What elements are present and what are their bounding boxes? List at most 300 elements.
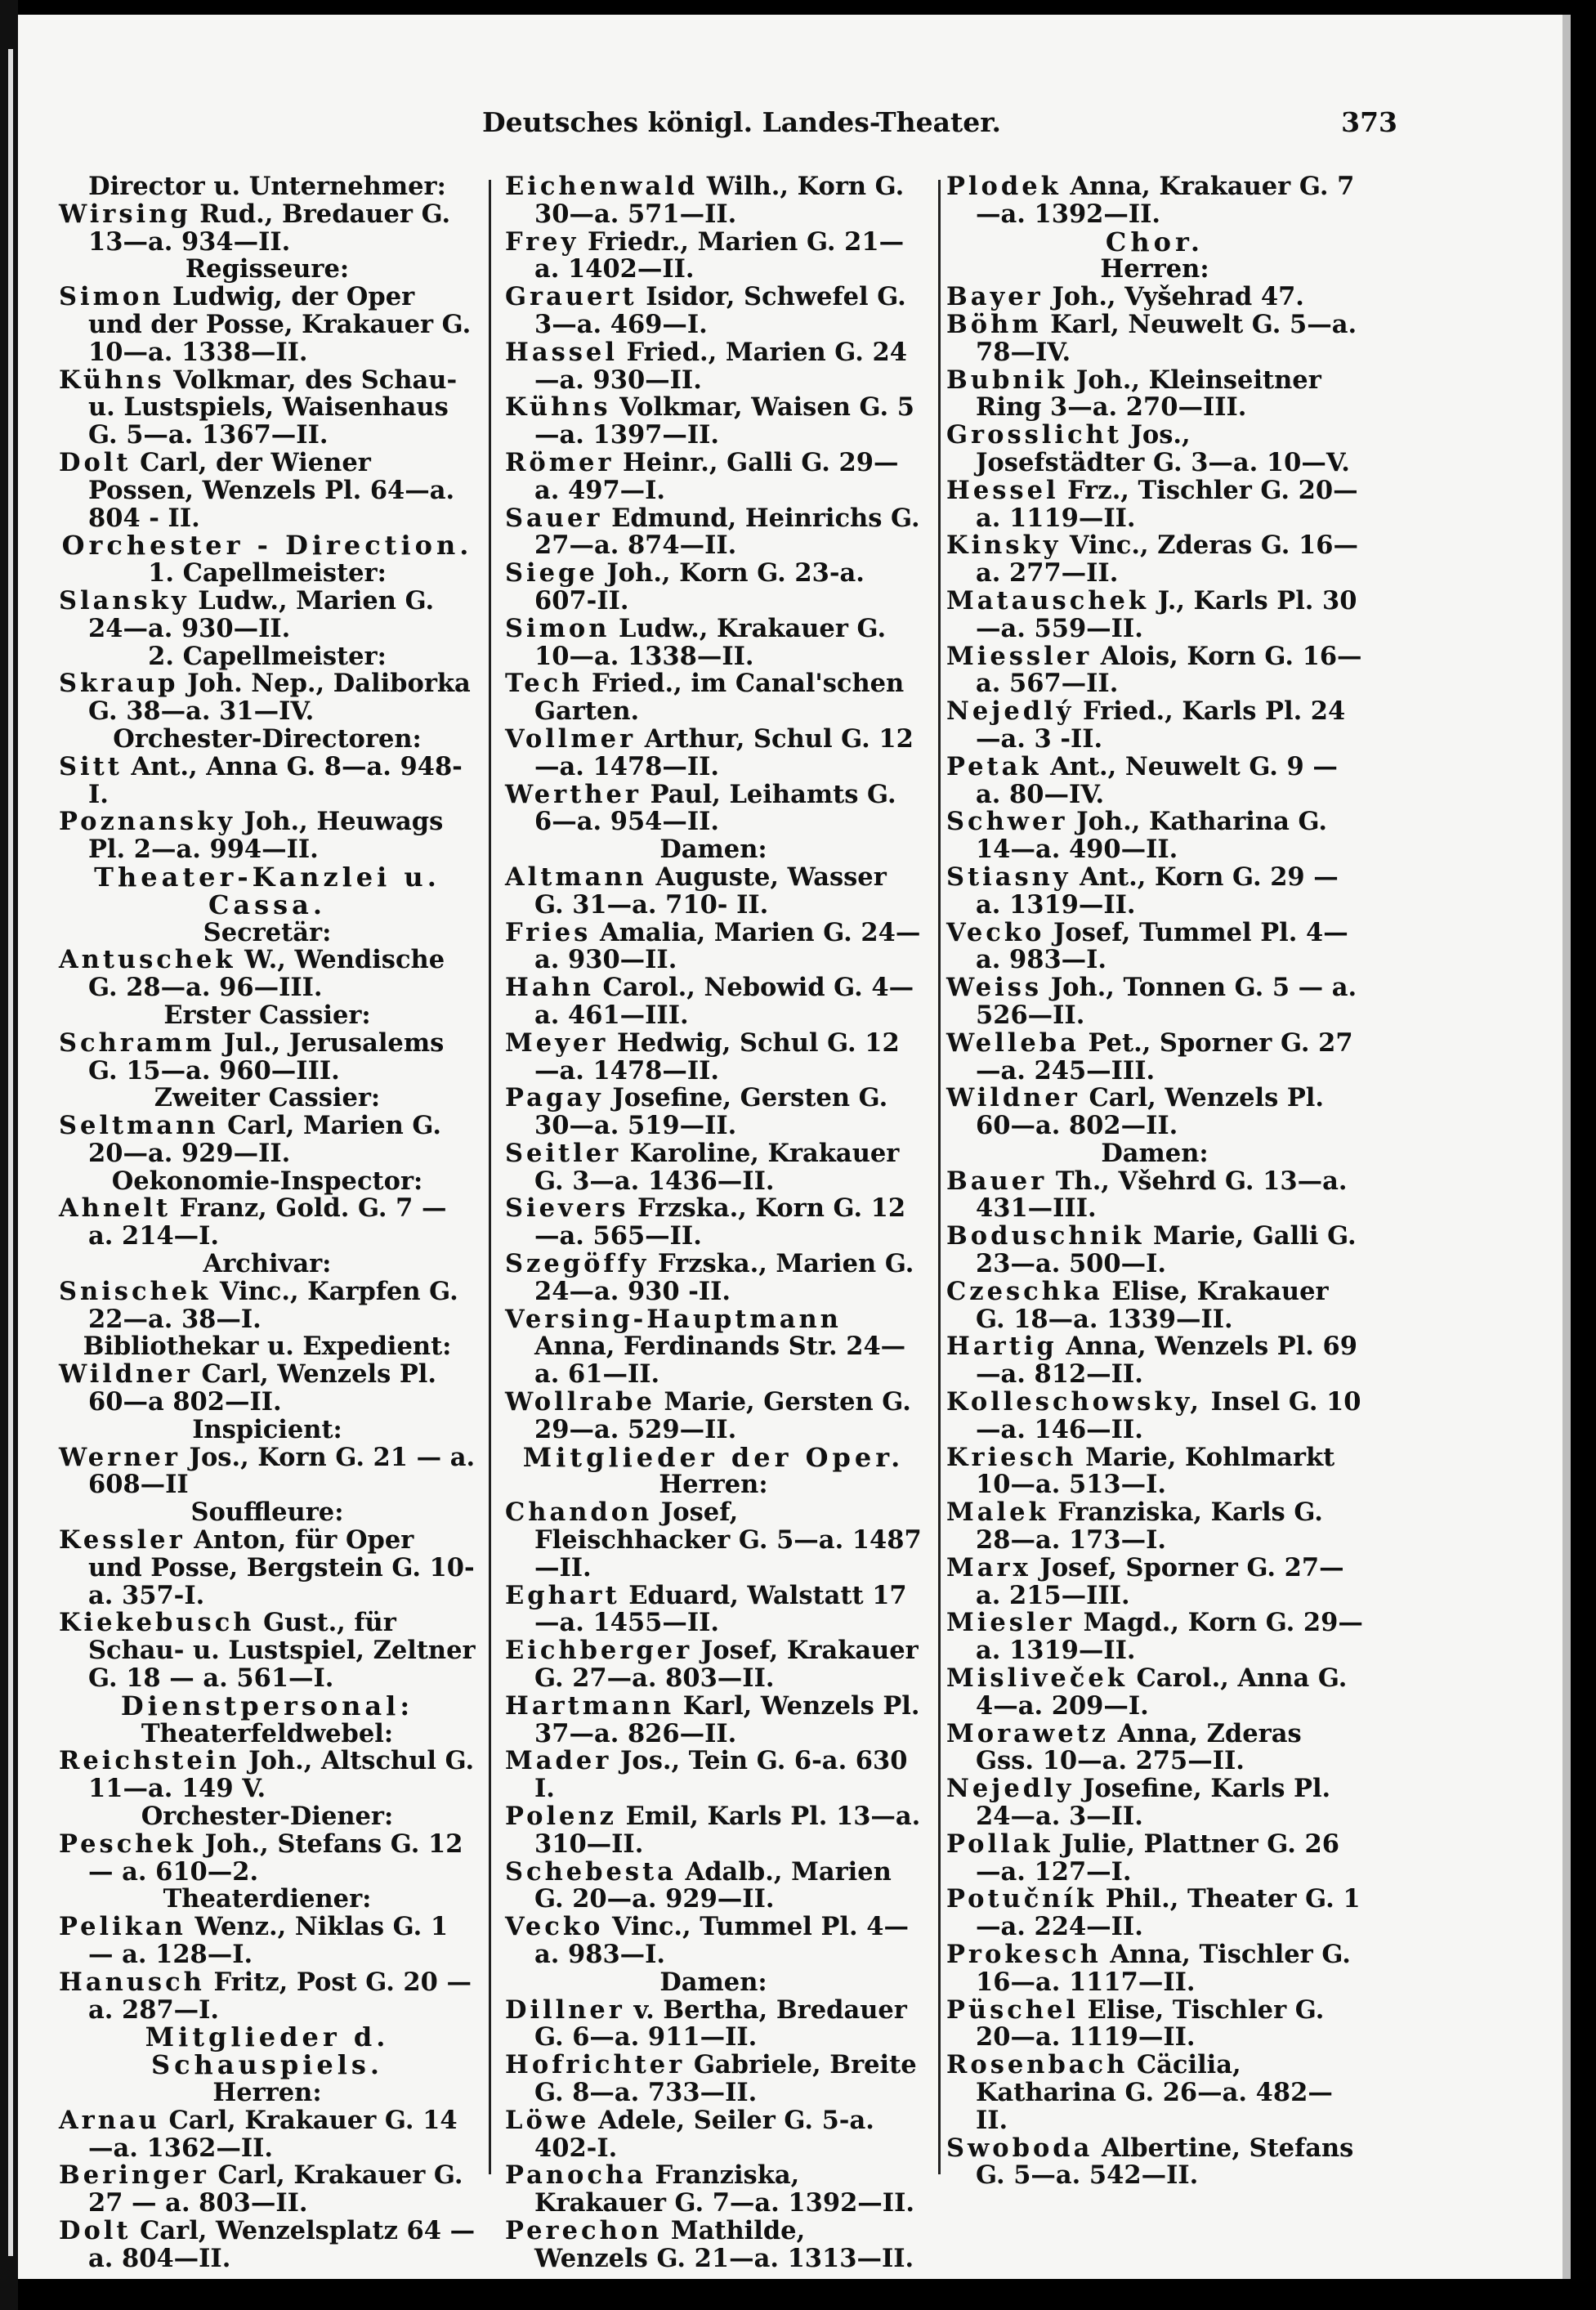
entry-name: Grosslicht	[946, 420, 1122, 450]
entry-name: Sievers	[505, 1193, 629, 1224]
directory-entry	[59, 1112, 476, 1168]
directory-entry	[505, 1994, 922, 2053]
directory-entry	[59, 1609, 476, 1692]
entry-details: Cäcilia, Katharina G. 26—a. 482—II.	[976, 2050, 1333, 2135]
entry-details: Edmund, Heinrichs G. 27—a. 874—II.	[534, 503, 920, 561]
entry-details: Friedr., Marien G. 21—a. 1402—II.	[534, 226, 905, 284]
entry-name: Seltmann	[59, 1111, 219, 1141]
entry-details: Josefine, Gersten G. 30—a. 519—II.	[534, 1083, 888, 1141]
entry-details: Isidor, Schwefel G. 3—a. 469—I.	[534, 282, 906, 339]
entry-details: v. Bertha, Bredauer G. 6—a. 911—II.	[534, 1994, 907, 2053]
entry-name: Nejedlý	[946, 696, 1075, 727]
entry-name: Frey	[505, 226, 579, 257]
directory-entry	[946, 1499, 1363, 1555]
entry-details: Joh., Katharina G. 14—a. 490—II.	[976, 807, 1328, 865]
entry-details: Karl, Wenzels Pl. 37—a. 826—II.	[534, 1690, 920, 1748]
entry-name: Misliveček	[946, 1663, 1128, 1694]
directory-entry	[505, 1803, 922, 1859]
entry-name: Bayer	[946, 282, 1044, 312]
entry-name: Pollak	[946, 1829, 1053, 1859]
entry-details: Fritz, Post G. 20 — a. 287—I.	[88, 1967, 472, 2025]
role-heading: Orchester-Diener:	[141, 1802, 394, 1832]
entry-details: Anna, Krakauer G. 7—a. 1392—II.	[976, 172, 1355, 229]
entry-name: Hahn	[505, 973, 594, 1003]
directory-entry	[59, 585, 476, 643]
directory-entry	[505, 917, 922, 975]
entry-name: Römer	[505, 447, 615, 477]
role-heading: Oekonomie-Inspector:	[111, 1166, 423, 1196]
role-heading: Orchester-Directoren:	[113, 723, 422, 754]
entry-name: Bubnik	[946, 365, 1068, 395]
role-heading: Erster Cassier:	[163, 1000, 371, 1030]
entry-name: Siege	[505, 558, 598, 589]
entry-name: Wildner	[59, 1359, 193, 1390]
directory-entry	[946, 1941, 1363, 1997]
column-2	[505, 172, 922, 2273]
directory-entry	[946, 585, 1363, 643]
entry-details: Josef, Sporner G. 27—a. 215—III.	[976, 1552, 1344, 1610]
entry-details: Rud., Bredauer G. 13—a. 934—II.	[88, 199, 451, 257]
directory-entry	[505, 613, 922, 671]
directory-entry	[505, 723, 922, 781]
entry-details: Magd., Korn G. 29—a. 1319—II.	[976, 1608, 1363, 1666]
entry-details: Ludwig, der Oper und der Posse, Krakauer G. 10—a. 1338—II.	[88, 282, 472, 367]
entry-details: Carol., Anna G. 4—a. 209—I.	[976, 1663, 1348, 1721]
role-heading: Inspicient:	[192, 1414, 342, 1444]
directory-entry	[946, 1831, 1363, 1887]
entry-name: Tech	[505, 669, 583, 699]
entry-name: Fries	[505, 917, 592, 947]
entry-name: Swoboda	[946, 2133, 1093, 2163]
directory-entry	[59, 1444, 476, 1500]
entry-name: Kessler	[59, 1525, 186, 1556]
entry-name: Peschek	[59, 1829, 196, 1859]
entry-details: Franziska, Karls G. 28—a. 173—I.	[976, 1497, 1323, 1556]
directory-entry	[946, 311, 1363, 367]
directory-entry	[505, 1389, 922, 1444]
entry-name: Wirsing	[59, 199, 191, 229]
role-heading: Theaterfeldwebel:	[141, 1718, 394, 1748]
directory-entry	[59, 1969, 476, 2025]
directory-entry	[59, 1278, 476, 1334]
entry-name: Ahnelt	[59, 1193, 172, 1224]
entry-name: Rosenbach	[946, 2050, 1129, 2080]
entry-name: Werner	[59, 1442, 181, 1472]
entry-details: Julie, Plattner G. 26—a. 127—I.	[976, 1829, 1339, 1887]
entry-details: Alois, Korn G. 16—a. 567—II.	[976, 641, 1362, 699]
directory-entry	[946, 917, 1363, 975]
entry-details: Carl, Wenzelsplatz 64 — a. 804—II.	[88, 2215, 476, 2273]
entry-name: Nejedly	[946, 1774, 1075, 1804]
directory-entry	[946, 1389, 1363, 1444]
entry-name: Antuschek	[59, 945, 236, 975]
entry-name: Schramm	[59, 1027, 216, 1058]
directory-entry	[946, 1223, 1363, 1278]
entry-details: Amalia, Marien G. 24—a. 930—II.	[534, 917, 921, 975]
entry-details: Phil., Theater G. 1—a. 224—II.	[976, 1884, 1361, 1942]
entry-details: Frzska., Marien G. 24—a. 930 -II.	[534, 1249, 914, 1306]
directory-entry	[946, 477, 1363, 533]
entry-name: Hanusch	[59, 1967, 205, 1997]
role-heading: Regisseure:	[185, 254, 350, 284]
entry-details: Josef, Krakauer G. 27—a. 803—II.	[534, 1636, 919, 1694]
entry-details: Paul, Leihamts G. 6—a. 954—II.	[534, 779, 896, 837]
entry-details: Frzska., Korn G. 12—a. 565—II.	[534, 1193, 906, 1251]
directory-entry	[59, 670, 476, 726]
directory-entry	[59, 808, 476, 864]
entry-name: Sitt	[59, 751, 123, 781]
entry-name: Mader	[505, 1746, 612, 1776]
directory-entry	[505, 1085, 922, 1140]
entry-details: Joh., Vyšehrad 47.	[1043, 282, 1304, 312]
entry-name: Meyer	[505, 1027, 609, 1058]
directory-entry	[505, 1690, 922, 1748]
directory-entry	[505, 1195, 922, 1251]
entry-details: Vinc., Karpfen G. 22—a. 38—I.	[88, 1276, 458, 1334]
entry-name: Kinsky	[946, 530, 1062, 561]
entry-name: Kühns	[59, 365, 165, 395]
directory-entry	[505, 2052, 922, 2107]
role-heading: Herren:	[1100, 254, 1209, 284]
entry-details: Karl, Neuwelt G. 5—a. 78—IV.	[976, 309, 1357, 367]
directory-entry	[946, 1333, 1363, 1389]
directory-entry	[59, 1831, 476, 1887]
directory-entry	[946, 1168, 1363, 1224]
entry-details: Marie, Kohlmarkt 10—a. 513—I.	[976, 1442, 1335, 1500]
entry-name: Bauer	[946, 1166, 1048, 1196]
entry-details: Karoline, Krakauer G. 3—a. 1436—II.	[534, 1138, 900, 1196]
column-3	[946, 173, 1363, 2233]
scan-gutter	[0, 0, 18, 2310]
directory-entry	[505, 2215, 922, 2273]
role-heading: Herren:	[659, 1470, 768, 1500]
entry-name: Eichberger	[505, 1636, 693, 1666]
directory-entry	[505, 505, 922, 561]
directory-entry	[505, 1914, 922, 1969]
entry-details: Auguste, Wasser G. 31—a. 710- II.	[534, 862, 887, 920]
directory-entry	[946, 284, 1363, 311]
entry-details: Anna, Wenzels Pl. 69—a. 812—II.	[976, 1332, 1357, 1390]
entry-details: Ant., Korn G. 29 — a. 1319—II.	[976, 862, 1339, 920]
directory-entry	[59, 1195, 476, 1251]
entry-name: Werther	[505, 779, 642, 809]
entry-details: Carl, Krakauer G. 14—a. 1362—II.	[88, 2105, 458, 2163]
entry-details: Joh., Korn G. 23-a. 607-II.	[534, 558, 865, 616]
directory-entry	[59, 1361, 476, 1417]
directory-entry	[946, 1609, 1363, 1665]
entry-details: Josef, Tummel Pl. 4—a. 983—I.	[976, 917, 1348, 975]
entry-details: W., Wendische G. 28—a. 96—III.	[88, 945, 445, 1003]
directory-entry	[946, 751, 1363, 809]
entry-details: Jul., Jerusalems G. 15—a. 960—III.	[88, 1027, 445, 1086]
directory-entry	[59, 751, 476, 809]
role-heading: Bibliothekar u. Expedient:	[83, 1332, 452, 1362]
entry-name: Kriesch	[946, 1442, 1077, 1472]
entry-name: Marx	[946, 1552, 1031, 1583]
section-heading: Mitglieder der Oper.	[522, 1441, 905, 1473]
directory-entry	[946, 864, 1363, 920]
entry-details: Fried., Karls Pl. 24—a. 3 -II.	[976, 696, 1346, 754]
entry-details: Wenz., Niklas G. 1 — a. 128—I.	[88, 1912, 449, 1969]
entry-name: Püschel	[946, 1994, 1080, 2025]
entry-name: Dolt	[59, 2215, 132, 2245]
entry-name: Weiss	[946, 973, 1043, 1003]
section-heading: Dienstpersonal:	[120, 1690, 414, 1721]
entry-details: Franziska, Krakauer G. 7—a. 1392—II.	[534, 2160, 914, 2218]
entry-name: Dolt	[59, 447, 132, 477]
entry-name: Schwer	[946, 807, 1068, 837]
entry-details: Vinc., Tummel Pl. 4—a. 983—I.	[534, 1912, 909, 1969]
directory-entry	[946, 698, 1363, 754]
directory-entry	[505, 1306, 922, 1389]
role-heading: Zweiter Cassier:	[154, 1083, 381, 1113]
directory-entry	[505, 339, 922, 395]
role-heading: Herren:	[212, 2077, 322, 2107]
entry-name: Hartmann	[505, 1690, 675, 1721]
entry-details: Marie, Galli G. 23—a. 500—I.	[976, 1221, 1357, 1279]
entry-name: Matauschek	[946, 585, 1150, 616]
entry-details: Th., Všehrd G. 13—a. 431—III.	[976, 1166, 1348, 1224]
directory-entry	[946, 532, 1363, 588]
directory-entry	[505, 1637, 922, 1693]
directory-entry	[505, 1140, 922, 1196]
page-header	[482, 106, 1397, 147]
entry-details: Carl, Wenzels Pl. 60—a. 802—II.	[976, 1083, 1325, 1141]
directory-entry	[946, 1994, 1363, 2053]
entry-details: Volkmar, Waisen G. 5—a. 1397—II.	[534, 392, 914, 450]
column-rule-2	[938, 180, 941, 2174]
directory-entry	[505, 974, 922, 1030]
directory-entry	[946, 422, 1363, 477]
role-heading: Secretär:	[203, 917, 332, 947]
directory-entry	[59, 2162, 476, 2218]
entry-name: Kühns	[505, 392, 611, 423]
entry-details: Adele, Seiler G. 5-a. 402-I.	[534, 2105, 874, 2163]
directory-entry	[59, 201, 476, 257]
entry-details: Joh., Altschul G. 11—a. 149 V.	[88, 1746, 475, 1804]
entry-details: Elise, Tischler G. 20—a. 1119—II.	[976, 1994, 1325, 2053]
directory-entry	[59, 447, 476, 533]
directory-entry	[505, 173, 922, 229]
entry-details: Jos., Tein G. 6-a. 630 I.	[534, 1746, 908, 1804]
entry-name: Petak	[946, 751, 1042, 781]
entry-name: Simon	[505, 613, 610, 643]
entry-details: Albertine, Stefans G. 5—a. 542—II.	[976, 2133, 1354, 2191]
entry-name: Polenz	[505, 1802, 617, 1832]
entry-details: Joh., Kleinseitner Ring 3—a. 270—III.	[976, 365, 1321, 423]
section-heading: Theater-Kanzlei u. Cassa.	[94, 861, 440, 920]
directory-entry	[505, 1748, 922, 1803]
directory-entry	[59, 2215, 476, 2273]
directory-entry	[59, 1748, 476, 1803]
directory-entry	[946, 1085, 1363, 1140]
directory-entry	[946, 643, 1363, 699]
role-heading: Archivar:	[203, 1249, 332, 1279]
entry-name: Malek	[946, 1497, 1049, 1528]
entry-name: Vecko	[505, 1912, 604, 1942]
entry-name: Potučník	[946, 1884, 1098, 1914]
directory-entry	[505, 226, 922, 284]
entry-name: Schebesta	[505, 1856, 677, 1887]
entry-details: Ant., Neuwelt G. 9 — a. 80—IV.	[976, 751, 1338, 809]
entry-name: Chandon	[505, 1497, 653, 1528]
entry-name: Böhm	[946, 309, 1042, 339]
entry-name: Welleba	[946, 1027, 1080, 1058]
entry-details: Hedwig, Schul G. 12—a. 1478—II.	[534, 1027, 900, 1086]
entry-details: Eduard, Walstatt 17—a. 1455—II.	[534, 1580, 907, 1638]
directory-entry	[505, 394, 922, 450]
entry-name: Arnau	[59, 2105, 160, 2135]
directory-entry	[946, 2052, 1363, 2134]
directory-entry	[59, 367, 476, 450]
directory-entry	[946, 1027, 1363, 1086]
directory-entry	[505, 1499, 922, 1582]
directory-entry	[505, 2162, 922, 2218]
entry-name: Hartig	[946, 1332, 1057, 1362]
entry-name: Pagay	[505, 1083, 604, 1113]
directory-entry	[505, 864, 922, 920]
entry-name: Eghart	[505, 1580, 620, 1610]
entry-name: Grauert	[505, 282, 637, 312]
directory-entry	[59, 947, 476, 1002]
entry-name: Prokesch	[946, 1940, 1102, 1969]
directory-entry	[505, 2107, 922, 2163]
directory-entry	[946, 173, 1363, 229]
directory-entry	[505, 447, 922, 505]
entry-details: Franz, Gold. G. 7 — a. 214—I.	[88, 1193, 447, 1251]
entry-name: Wollrabe	[505, 1387, 655, 1417]
entry-name: Morawetz	[946, 1718, 1110, 1748]
directory-entry	[946, 974, 1363, 1030]
directory-entry	[59, 2107, 476, 2163]
entry-details: Pet., Sporner G. 27—a. 245—III.	[976, 1027, 1353, 1086]
running-title: Deutsches königl. Landes-Theater.	[482, 106, 1002, 138]
directory-entry	[59, 1527, 476, 1609]
entry-details: Ludw., Krakauer G. 10—a. 1338—II.	[534, 613, 887, 671]
entry-name: Snischek	[59, 1276, 212, 1306]
entry-details: Jos., Korn G. 21 — a. 608—II	[88, 1442, 476, 1500]
entry-name: Hessel	[946, 475, 1059, 505]
entry-name: Szegöffy	[505, 1249, 650, 1279]
entry-details: Carl, Marien G. 20—a. 929—II.	[88, 1111, 442, 1168]
entry-details: Volkmar, des Schau- u. Lustspiels, Waisenhaus G. 5—a. 1367—II.	[88, 365, 458, 450]
entry-name: Vecko	[946, 917, 1045, 947]
entry-details: Insel G. 10—a. 146—II.	[976, 1387, 1361, 1444]
entry-details: Fried., im Canal'schen Garten.	[534, 669, 905, 727]
role-heading: Director u. Unternehmer:	[88, 172, 446, 201]
entry-details: Joh., Tonnen G. 5 — a. 526—II.	[976, 973, 1357, 1030]
entry-details: Carl, Krakauer G. 27 — a. 803—II.	[88, 2160, 463, 2218]
entry-details: Carol., Nebowid G. 4—a. 461—III.	[534, 973, 914, 1030]
entry-details: Elise, Krakauer G. 18—a. 1339—II.	[976, 1276, 1329, 1334]
entry-details: Ant., Anna G. 8—a. 948-I.	[88, 751, 463, 809]
entry-details: Joh., Heuwags Pl. 2—a. 994—II.	[88, 807, 444, 865]
entry-details: Anton, für Oper und Posse, Bergstein G. 10-a. 357-I.	[88, 1525, 475, 1610]
entry-details: Wilh., Korn G. 30—a. 571—II.	[534, 172, 905, 229]
entry-name: Vollmer	[505, 723, 637, 754]
section-heading: Mitglieder d. Schauspiels.	[145, 2021, 390, 2081]
entry-name: Boduschnik	[946, 1221, 1145, 1251]
role-heading: 2. Capellmeister:	[148, 641, 387, 671]
directory-entry	[946, 1718, 1363, 1776]
directory-entry	[59, 1914, 476, 1969]
entry-details: Gust., für Schau- u. Lustspiel, Zeltner G. 18 — a. 561—I.	[88, 1608, 476, 1694]
entry-details: J., Karls Pl. 30—a. 559—II.	[976, 585, 1357, 643]
role-heading: Theaterdiener:	[163, 1884, 372, 1914]
entry-details: Marie, Gersten G. 29—a. 529—II.	[534, 1387, 911, 1444]
directory-entry	[505, 670, 922, 726]
directory-entry	[946, 1278, 1363, 1334]
entry-name: Kiekebusch	[59, 1608, 255, 1638]
directory-entry	[946, 2135, 1363, 2191]
directory-entry	[946, 1665, 1363, 1721]
entry-details: Adalb., Marien G. 20—a. 929—II.	[534, 1856, 892, 1914]
entry-name: Pelikan	[59, 1912, 186, 1942]
directory-entry	[505, 1251, 922, 1306]
entry-details: Anna, Ferdinands Str. 24—a. 61—II.	[534, 1332, 906, 1390]
entry-details: Anna, Tischler G. 16—a. 1117—II.	[976, 1940, 1351, 1997]
role-heading: Souffleure:	[190, 1497, 344, 1528]
entry-name: Wildner	[946, 1083, 1080, 1113]
entry-name: Miesler	[946, 1608, 1075, 1638]
entry-name: Poznansky	[59, 807, 235, 837]
entry-name: Sauer	[505, 503, 603, 533]
directory-entry	[505, 1580, 922, 1638]
entry-details: Josefine, Karls Pl. 24—a. 3—II.	[976, 1774, 1331, 1832]
entry-name: Miessler	[946, 641, 1093, 671]
page-number: 373	[1341, 106, 1397, 138]
entry-details: Anna, Zderas Gss. 10—a. 275—II.	[976, 1718, 1302, 1776]
directory-entry	[946, 367, 1363, 423]
entry-name: Perechon	[505, 2215, 663, 2245]
entry-name: Dillner	[505, 1994, 625, 2025]
entry-name: Altmann	[505, 862, 647, 892]
entry-name: Kolleschowsky,	[946, 1387, 1203, 1417]
entry-name: Panocha	[505, 2160, 646, 2191]
entry-name: Skraup	[59, 669, 179, 699]
entry-name: Löwe	[505, 2105, 590, 2135]
entry-details: Jos., Josefstädter G. 3—a. 10—V.	[976, 420, 1350, 477]
role-heading: Damen:	[659, 835, 767, 865]
directory-entry	[59, 284, 476, 366]
entry-details: Carl, Wenzels Pl. 60—a 802—II.	[88, 1359, 437, 1417]
entry-name: Beringer	[59, 2160, 209, 2191]
directory-entry	[946, 1886, 1363, 1941]
entry-name: Eichenwald	[505, 172, 699, 201]
entry-name: Hassel	[505, 337, 618, 367]
entry-details: Vinc., Zderas G. 16—a. 277—II.	[976, 530, 1358, 589]
directory-entry	[946, 1775, 1363, 1831]
directory-entry	[505, 560, 922, 616]
entry-details: Emil, Karls Pl. 13—a. 310—II.	[534, 1802, 921, 1859]
entry-details: Joh. Nep., Daliborka G. 38—a. 31—IV.	[88, 669, 471, 727]
entry-name: Seitler	[505, 1138, 622, 1168]
directory-entry	[505, 781, 922, 837]
directory-entry	[946, 1552, 1363, 1610]
role-heading: 1. Capellmeister:	[148, 558, 387, 589]
directory-entry	[505, 1856, 922, 1914]
column-rule-1	[489, 180, 491, 2174]
entry-name: Stiasny	[946, 862, 1071, 892]
entry-details: Frz., Tischler G. 20—a. 1119—II.	[976, 475, 1358, 533]
entry-name: Reichstein	[59, 1746, 240, 1776]
entry-name: Plodek	[946, 172, 1062, 201]
column-1	[59, 172, 476, 2273]
role-heading: Damen:	[1101, 1138, 1209, 1168]
entry-name: Czeschka	[946, 1276, 1103, 1306]
entry-details: Heinr., Galli G. 29—a. 497—I.	[534, 447, 899, 505]
entry-details: Josef, Fleischhacker G. 5—a. 1487—II.	[534, 1497, 922, 1583]
